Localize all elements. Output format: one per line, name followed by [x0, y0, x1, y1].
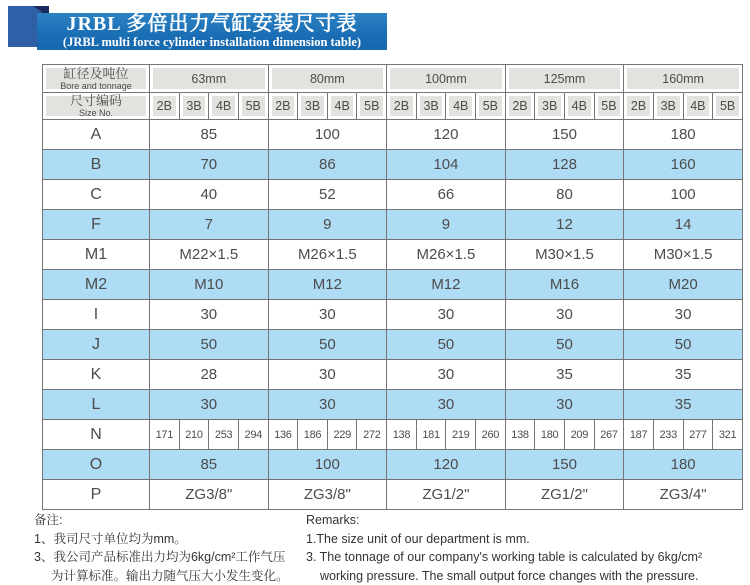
value-cell: 52 — [268, 180, 387, 210]
value-cell: 35 — [624, 390, 743, 420]
value-cell: 70 — [150, 150, 269, 180]
value-cell: 150 — [505, 120, 624, 150]
sub-size-header: 2B — [150, 93, 180, 120]
value-cell: 50 — [505, 330, 624, 360]
value-cell: ZG1/2" — [387, 480, 506, 510]
sub-size-header: 5B — [713, 93, 743, 120]
value-cell: 28 — [150, 360, 269, 390]
sub-size-header: 5B — [357, 93, 387, 120]
value-cell: 267 — [594, 420, 624, 450]
value-cell: 181 — [416, 420, 446, 450]
value-cell: 30 — [505, 300, 624, 330]
remarks-line: 为计算标准。输出力随气压大小发生变化。 — [51, 568, 289, 583]
value-cell: 294 — [238, 420, 268, 450]
row-label: B — [43, 150, 150, 180]
row-label: O — [43, 450, 150, 480]
value-cell: 253 — [209, 420, 239, 450]
row-label: N — [43, 420, 150, 450]
sub-size-header: 5B — [476, 93, 506, 120]
row-label: A — [43, 120, 150, 150]
table-row — [43, 390, 743, 420]
value-cell: 136 — [268, 420, 298, 450]
value-cell: 50 — [387, 330, 506, 360]
value-cell: 186 — [298, 420, 328, 450]
value-cell: ZG3/8" — [268, 480, 387, 510]
value-cell: 180 — [535, 420, 565, 450]
value-cell: 209 — [564, 420, 594, 450]
value-cell: M26×1.5 — [268, 240, 387, 270]
value-cell: 30 — [268, 390, 387, 420]
sub-size-header: 4B — [683, 93, 713, 120]
bore-group-header: 100mm — [387, 65, 506, 93]
value-cell: 30 — [505, 390, 624, 420]
corner-header-cell — [43, 65, 150, 93]
row-label: K — [43, 360, 150, 390]
value-cell: 233 — [653, 420, 683, 450]
dimension-table — [42, 64, 743, 510]
value-cell: 120 — [387, 450, 506, 480]
row-label: M2 — [43, 270, 150, 300]
table-row — [43, 420, 743, 450]
value-cell: 30 — [387, 360, 506, 390]
value-cell: 104 — [387, 150, 506, 180]
value-cell: 50 — [150, 330, 269, 360]
value-cell: 180 — [624, 120, 743, 150]
value-cell: 30 — [624, 300, 743, 330]
value-cell: 138 — [505, 420, 535, 450]
row-label: J — [43, 330, 150, 360]
value-cell: 120 — [387, 120, 506, 150]
size-no-label-cn: 尺寸编码 — [69, 93, 122, 108]
table-row — [43, 210, 743, 240]
value-cell: ZG3/4" — [624, 480, 743, 510]
sub-size-header: 3B — [653, 93, 683, 120]
value-cell: 30 — [268, 300, 387, 330]
value-cell: 100 — [268, 450, 387, 480]
page-title-en: (JRBL multi force cylinder installation dimension table) — [62, 35, 362, 49]
value-cell: 138 — [387, 420, 417, 450]
row-label: C — [43, 180, 150, 210]
value-cell: M30×1.5 — [624, 240, 743, 270]
row-label: L — [43, 390, 150, 420]
size-no-header-cell — [43, 93, 150, 120]
sub-size-header: 3B — [416, 93, 446, 120]
value-cell: 30 — [387, 390, 506, 420]
value-cell: 100 — [624, 180, 743, 210]
row-label: F — [43, 210, 150, 240]
value-cell: 80 — [505, 180, 624, 210]
size-no-header-row — [43, 93, 743, 120]
value-cell: 187 — [624, 420, 654, 450]
sub-size-header: 3B — [179, 93, 209, 120]
remarks-line: working pressure. The small output force changes with the pressure. — [320, 568, 699, 583]
table-row — [43, 240, 743, 270]
bore-group-header: 160mm — [624, 65, 743, 93]
table-row — [43, 150, 743, 180]
remarks-block-cn — [34, 511, 302, 585]
remarks-block-en — [306, 511, 744, 585]
table-row — [43, 480, 743, 510]
value-cell: 100 — [268, 120, 387, 150]
value-cell: 66 — [387, 180, 506, 210]
value-cell: M22×1.5 — [150, 240, 269, 270]
bore-group-header: 125mm — [505, 65, 624, 93]
row-label: M1 — [43, 240, 150, 270]
value-cell: 160 — [624, 150, 743, 180]
value-cell: M26×1.5 — [387, 240, 506, 270]
sub-size-header: 4B — [564, 93, 594, 120]
table-row — [43, 360, 743, 390]
corner-label-en: Bore and tonnage — [60, 80, 132, 91]
sub-size-header: 3B — [298, 93, 328, 120]
value-cell: M16 — [505, 270, 624, 300]
value-cell: 30 — [268, 360, 387, 390]
value-cell: 229 — [327, 420, 357, 450]
value-cell: ZG3/8" — [150, 480, 269, 510]
sub-size-header: 5B — [594, 93, 624, 120]
table-header — [43, 65, 743, 120]
table-row — [43, 270, 743, 300]
value-cell: 171 — [150, 420, 180, 450]
table-row — [43, 180, 743, 210]
value-cell: 86 — [268, 150, 387, 180]
value-cell: 85 — [150, 450, 269, 480]
sub-size-header: 5B — [238, 93, 268, 120]
table-row — [43, 330, 743, 360]
sub-size-header: 2B — [268, 93, 298, 120]
value-cell: 9 — [268, 210, 387, 240]
table-body — [43, 120, 743, 510]
sub-size-header: 2B — [624, 93, 654, 120]
value-cell: 321 — [713, 420, 743, 450]
size-no-label-en: Size No. — [78, 108, 113, 118]
value-cell: M30×1.5 — [505, 240, 624, 270]
value-cell: 128 — [505, 150, 624, 180]
value-cell: 50 — [268, 330, 387, 360]
value-cell: 30 — [150, 390, 269, 420]
table-row — [43, 120, 743, 150]
value-cell: 30 — [150, 300, 269, 330]
remarks-heading-cn: 备注: — [34, 513, 63, 527]
value-cell: 85 — [150, 120, 269, 150]
value-cell: 9 — [387, 210, 506, 240]
value-cell: M12 — [268, 270, 387, 300]
value-cell: 12 — [505, 210, 624, 240]
value-cell: 219 — [446, 420, 476, 450]
value-cell: M20 — [624, 270, 743, 300]
title-banner — [37, 13, 387, 50]
page-title-cn: JRBL 多倍出力气缸安装尺寸表 — [66, 13, 358, 35]
remarks-line: 1.The size unit of our department is mm. — [306, 531, 530, 546]
remarks-heading-en: Remarks: — [306, 513, 360, 527]
value-cell: 30 — [387, 300, 506, 330]
remarks-line: 3、我公司产品标准出力均为6kg/cm²工作气压 — [34, 550, 286, 564]
remarks-line: 3. The tonnage of our company's working table is calculated by 6kg/cm² — [306, 550, 703, 564]
value-cell: 277 — [683, 420, 713, 450]
value-cell: 210 — [179, 420, 209, 450]
sub-size-header: 3B — [535, 93, 565, 120]
value-cell: M12 — [387, 270, 506, 300]
value-cell: 40 — [150, 180, 269, 210]
sub-size-header: 4B — [327, 93, 357, 120]
value-cell: 50 — [624, 330, 743, 360]
value-cell: 35 — [624, 360, 743, 390]
bore-group-header: 80mm — [268, 65, 387, 93]
corner-label-cn: 缸径及吨位 — [63, 65, 129, 81]
value-cell: 35 — [505, 360, 624, 390]
remarks-line: 1、我司尺寸单位均为mm。 — [34, 531, 187, 546]
value-cell: M10 — [150, 270, 269, 300]
value-cell: 150 — [505, 450, 624, 480]
row-label: I — [43, 300, 150, 330]
value-cell: ZG1/2" — [505, 480, 624, 510]
sub-size-header: 4B — [209, 93, 239, 120]
sub-size-header: 2B — [387, 93, 417, 120]
value-cell: 180 — [624, 450, 743, 480]
value-cell: 272 — [357, 420, 387, 450]
table-row — [43, 300, 743, 330]
value-cell: 260 — [476, 420, 506, 450]
sub-size-header: 4B — [446, 93, 476, 120]
row-label: P — [43, 480, 150, 510]
value-cell: 14 — [624, 210, 743, 240]
table-row — [43, 450, 743, 480]
value-cell: 7 — [150, 210, 269, 240]
bore-header-row — [43, 65, 743, 93]
sub-size-header: 2B — [505, 93, 535, 120]
bore-group-header: 63mm — [150, 65, 269, 93]
